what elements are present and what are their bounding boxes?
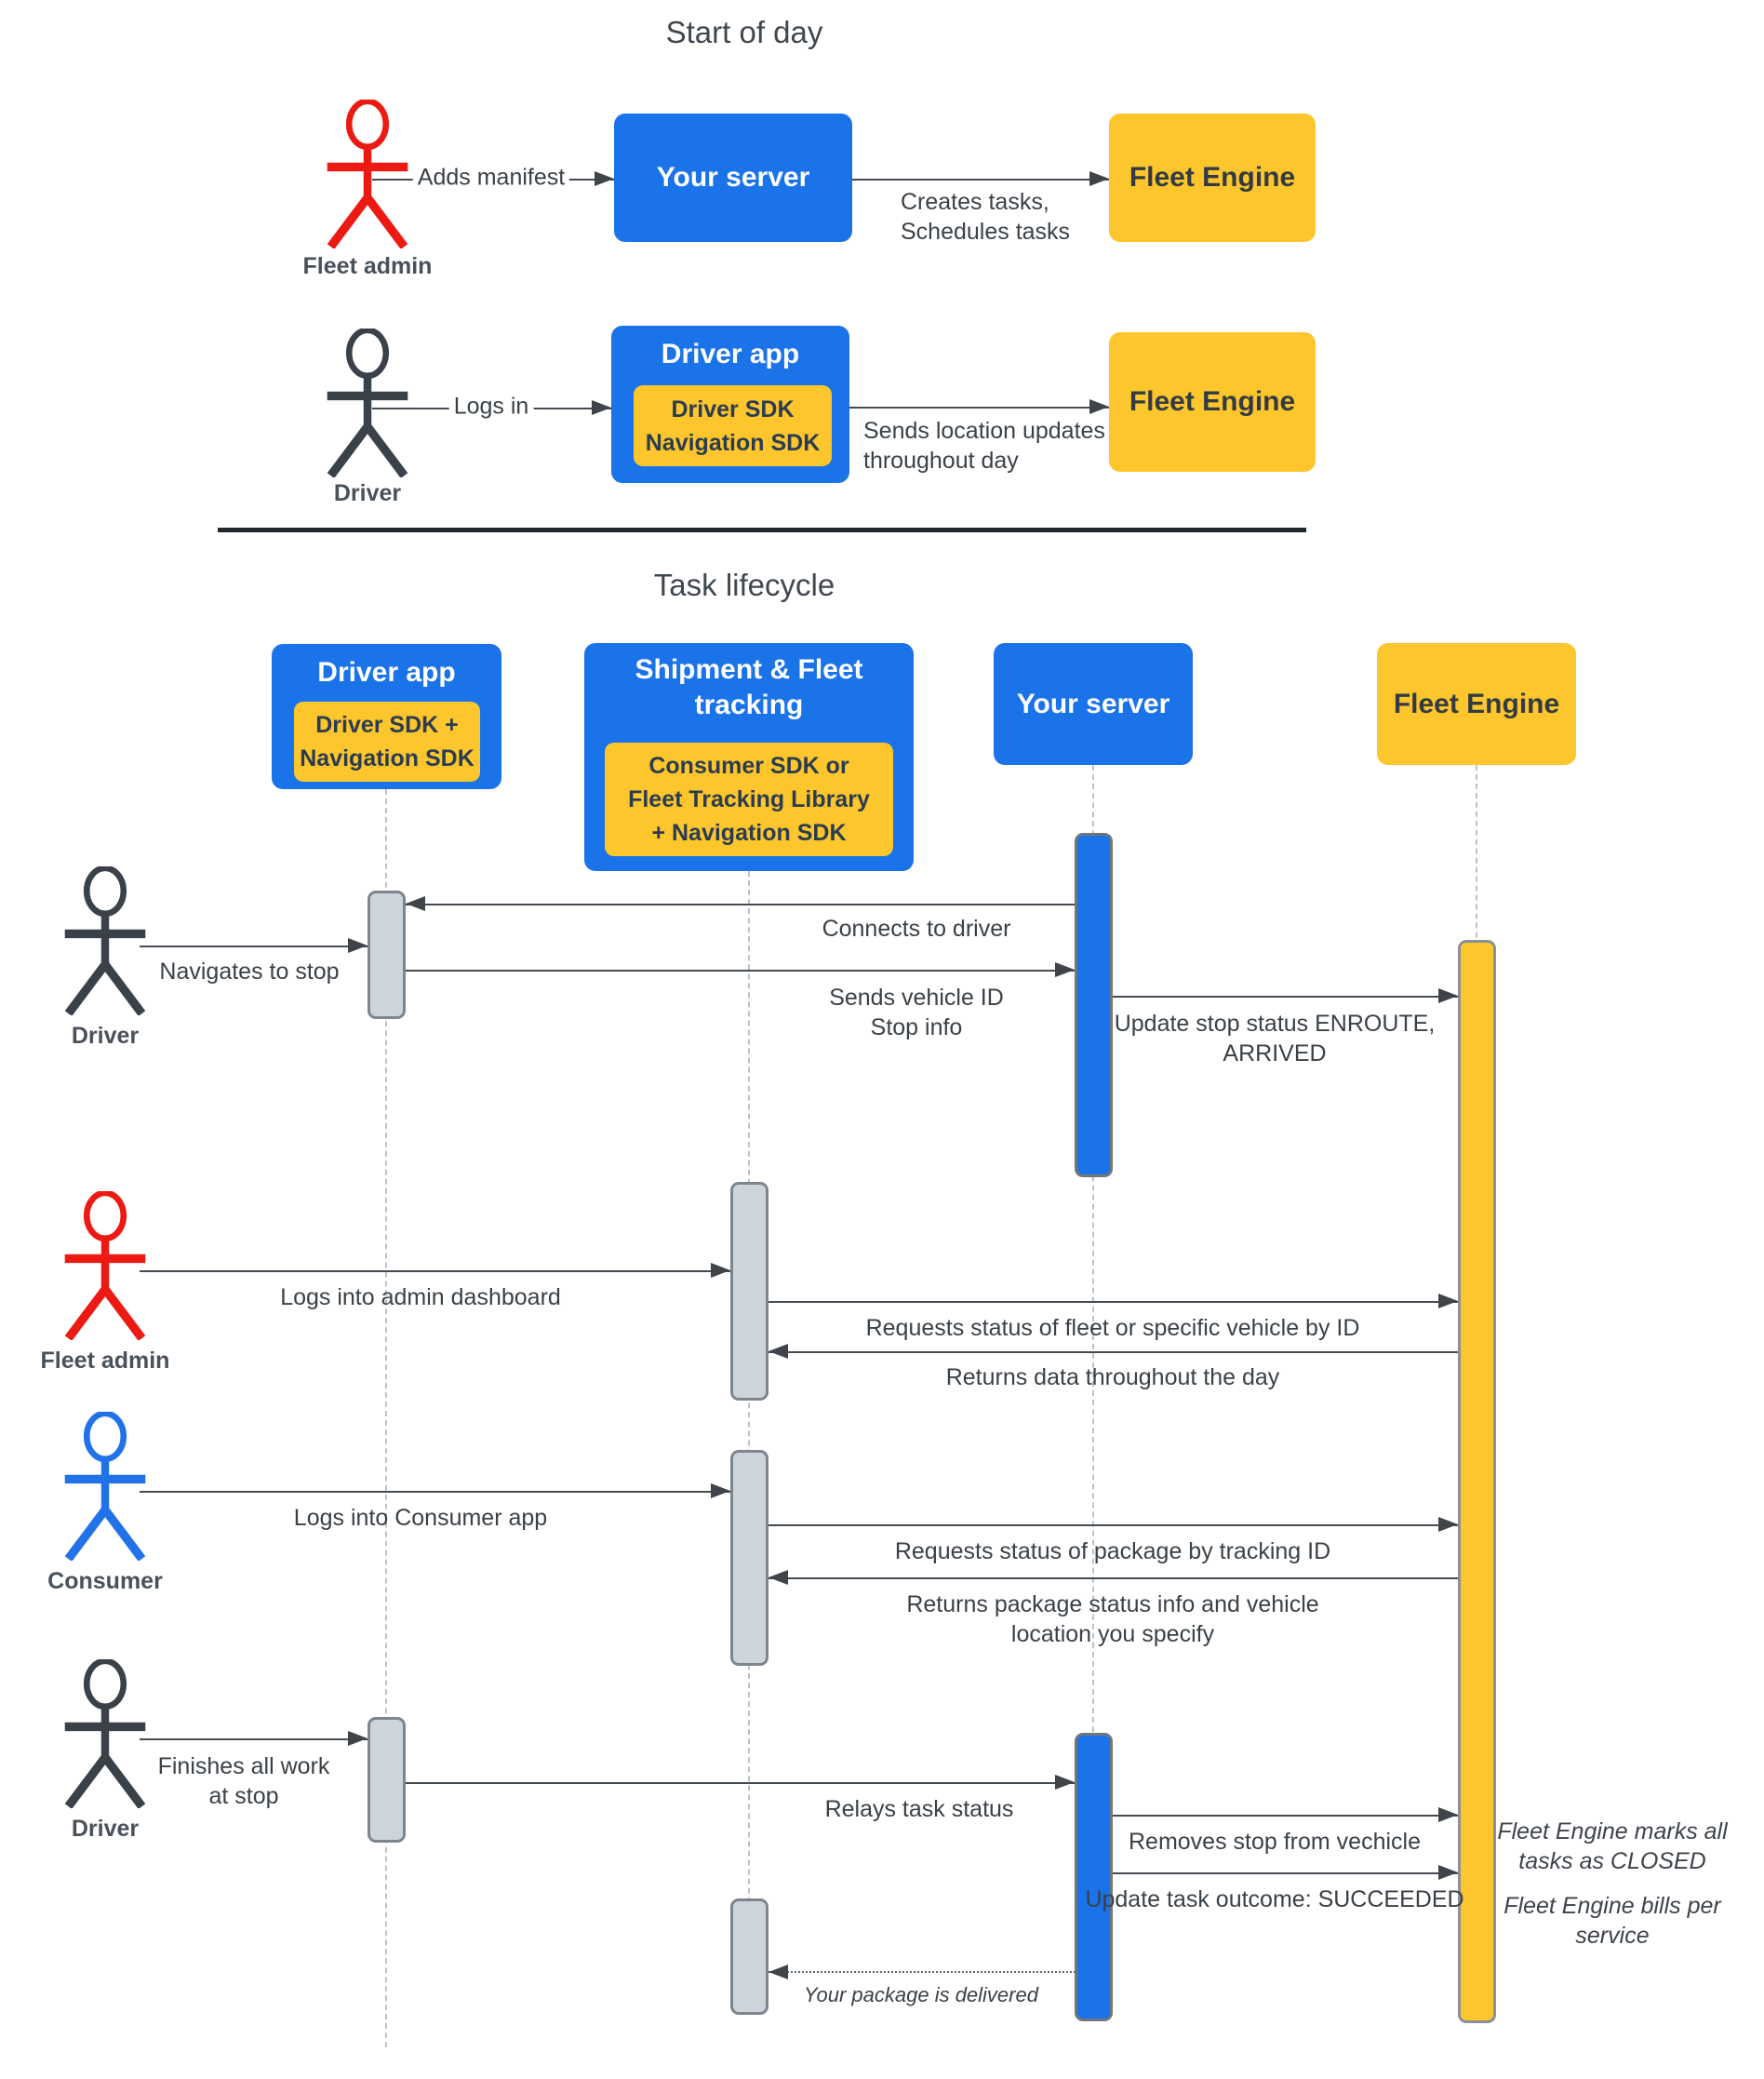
update-task-outcome-label: Update task outcome: SUCCEEDED bbox=[1085, 1886, 1464, 1912]
fleet-engine-box-row2 bbox=[1109, 332, 1316, 472]
finishes-all-work-line bbox=[140, 1738, 368, 1740]
finishes-all-work-arrowhead bbox=[348, 1731, 368, 1746]
update-stop-status-label: Update stop status ENROUTE, ARRIVED bbox=[1114, 1011, 1436, 1066]
sends-vehicle-id-arrowhead bbox=[1055, 962, 1075, 977]
removes-stop-line bbox=[1113, 1815, 1458, 1817]
requests-status-fleet-label: Requests status of fleet or specific vehicle by ID bbox=[865, 1315, 1360, 1341]
fleet-admin-actor-figure bbox=[314, 100, 421, 248]
logs-in-label: Logs in bbox=[449, 391, 534, 421]
requests-status-fleet-line bbox=[768, 1301, 1458, 1303]
sends-vehicle-id-label: Sends vehicle ID Stop info bbox=[829, 985, 1004, 1040]
package-delivered-arrowhead bbox=[768, 1965, 788, 1979]
fleet-admin-lifecycle-label: Fleet admin bbox=[40, 1348, 170, 1374]
requests-status-fleet-arrowhead bbox=[1438, 1294, 1458, 1308]
navigates-to-stop-line bbox=[140, 946, 368, 947]
column-title: Driver app bbox=[317, 657, 456, 688]
creates-tasks-label: Creates tasks, Schedules tasks bbox=[901, 189, 1071, 245]
column-header-driver-app bbox=[272, 644, 501, 789]
fleet-admin-lifecycle-figure bbox=[52, 1191, 158, 1340]
removes-stop-arrowhead bbox=[1438, 1807, 1458, 1822]
update-task-outcome-line bbox=[1113, 1872, 1458, 1874]
connects-to-driver-arrowhead bbox=[406, 896, 425, 911]
activation-your-server-1 bbox=[1075, 833, 1113, 1177]
update-stop-status-arrowhead bbox=[1438, 988, 1458, 1003]
fleet-engine-box-title: Fleet Engine bbox=[1129, 162, 1296, 193]
update-task-outcome-arrowhead bbox=[1438, 1865, 1458, 1880]
relays-task-status-arrowhead bbox=[1055, 1775, 1075, 1790]
column-title: Shipment & Fleet tracking bbox=[635, 654, 863, 720]
stick-figure-icon bbox=[52, 1659, 158, 1808]
stick-figure-icon bbox=[52, 1412, 158, 1561]
start-of-day-title: Start of day bbox=[665, 15, 823, 49]
returns-data-label: Returns data throughout the day bbox=[945, 1364, 1280, 1390]
driver-bottom-actor-label: Driver bbox=[71, 1816, 140, 1842]
returns-data-line bbox=[768, 1351, 1458, 1353]
logs-into-consumer-app-line bbox=[140, 1491, 730, 1493]
column-title: Your server bbox=[1016, 688, 1170, 719]
activation-shipment-admin bbox=[730, 1182, 768, 1401]
task-lifecycle-title: Task lifecycle bbox=[653, 568, 835, 602]
lifeline-shipment-tracking bbox=[748, 871, 750, 2015]
driver-actor-label-start: Driver bbox=[333, 480, 402, 506]
connects-to-driver-label: Connects to driver bbox=[822, 916, 1011, 942]
consumer-actor-figure bbox=[52, 1412, 158, 1561]
creates-tasks-line bbox=[852, 179, 1109, 181]
stick-figure-icon bbox=[314, 100, 421, 248]
sends-location-arrowhead bbox=[1089, 399, 1109, 414]
stick-figure-icon bbox=[52, 866, 158, 1015]
driver-app-box-start bbox=[611, 326, 849, 483]
stick-figure-icon bbox=[52, 1191, 158, 1340]
fleet-engine-box-title: Fleet Engine bbox=[1129, 386, 1296, 417]
consumer-actor-label: Consumer bbox=[47, 1568, 163, 1594]
column-header-your-server bbox=[994, 643, 1193, 765]
requests-status-package-arrowhead bbox=[1438, 1517, 1458, 1532]
relays-task-status-label: Relays task status bbox=[824, 1796, 1014, 1822]
package-delivered-label: Your package is delivered bbox=[804, 1983, 1038, 2006]
logs-into-consumer-app-arrowhead bbox=[711, 1483, 730, 1498]
relays-task-status-line bbox=[406, 1782, 1075, 1784]
fleet-admin-actor-label: Fleet admin bbox=[302, 253, 433, 279]
driver-sdk-badge: Driver SDK Navigation SDK bbox=[634, 385, 832, 466]
sends-location-label: Sends location updates throughout day bbox=[863, 418, 1105, 474]
sends-vehicle-id-line bbox=[406, 970, 1075, 972]
section-divider bbox=[218, 528, 1306, 532]
requests-status-package-label: Requests status of package by tracking ID bbox=[894, 1538, 1331, 1564]
returns-data-arrowhead bbox=[768, 1344, 788, 1359]
your-server-box-start bbox=[614, 114, 852, 242]
column-title: Fleet Engine bbox=[1393, 688, 1560, 719]
activation-driver-app-1 bbox=[368, 891, 406, 1019]
navigates-to-stop-label: Navigates to stop bbox=[159, 959, 340, 985]
logs-into-admin-dashboard-line bbox=[140, 1270, 730, 1272]
adds-manifest-label: Adds manifest bbox=[413, 162, 569, 192]
activation-driver-app-2 bbox=[368, 1717, 406, 1843]
creates-tasks-arrowhead bbox=[1089, 171, 1109, 186]
note-bills-per-service: Fleet Engine bills per service bbox=[1503, 1893, 1721, 1949]
driver-app-box-title: Driver app bbox=[661, 339, 800, 369]
update-stop-status-line bbox=[1113, 996, 1458, 998]
returns-package-status-arrowhead bbox=[768, 1570, 788, 1585]
activation-shipment-delivery bbox=[730, 1898, 768, 2015]
package-delivered-line bbox=[768, 1971, 1076, 1973]
navigates-to-stop-arrowhead bbox=[348, 938, 368, 953]
column-header-fleet-engine bbox=[1377, 643, 1576, 765]
note-tasks-closed: Fleet Engine marks all tasks as CLOSED bbox=[1497, 1818, 1728, 1874]
driver-actor-figure-start bbox=[314, 329, 421, 477]
driver-top-actor-label: Driver bbox=[71, 1023, 140, 1049]
consumer-sdk-badge: Consumer SDK or Fleet Tracking Library + Navigation SDK bbox=[605, 743, 893, 856]
finishes-all-work-label: Finishes all work at stop bbox=[157, 1753, 330, 1809]
logs-into-admin-dashboard-label: Logs into admin dashboard bbox=[280, 1284, 561, 1310]
column-header-shipment-tracking bbox=[584, 643, 914, 871]
returns-package-status-label: Returns package status info and vehicle location you specify bbox=[906, 1591, 1319, 1647]
fleet-engine-box-row1 bbox=[1109, 114, 1316, 242]
driver-bottom-actor-figure bbox=[52, 1659, 158, 1808]
removes-stop-label: Removes stop from vechicle bbox=[1128, 1829, 1422, 1855]
driver-sdk-plus-badge: Driver SDK + Navigation SDK bbox=[294, 702, 480, 782]
logs-into-consumer-app-label: Logs into Consumer app bbox=[293, 1505, 548, 1531]
activation-your-server-2 bbox=[1075, 1733, 1113, 2021]
connects-to-driver-line bbox=[406, 904, 1075, 905]
logs-in-arrowhead bbox=[592, 400, 611, 415]
returns-package-status-line bbox=[768, 1577, 1458, 1579]
activation-fleet-engine bbox=[1458, 940, 1496, 2023]
requests-status-package-line bbox=[768, 1524, 1458, 1526]
logs-into-admin-dashboard-arrowhead bbox=[711, 1263, 730, 1278]
sends-location-line bbox=[849, 407, 1109, 409]
your-server-box-title: Your server bbox=[656, 162, 810, 193]
activation-shipment-consumer bbox=[730, 1450, 768, 1666]
stick-figure-icon bbox=[314, 329, 421, 477]
adds-manifest-arrowhead bbox=[595, 171, 614, 186]
driver-top-actor-figure bbox=[52, 866, 158, 1015]
